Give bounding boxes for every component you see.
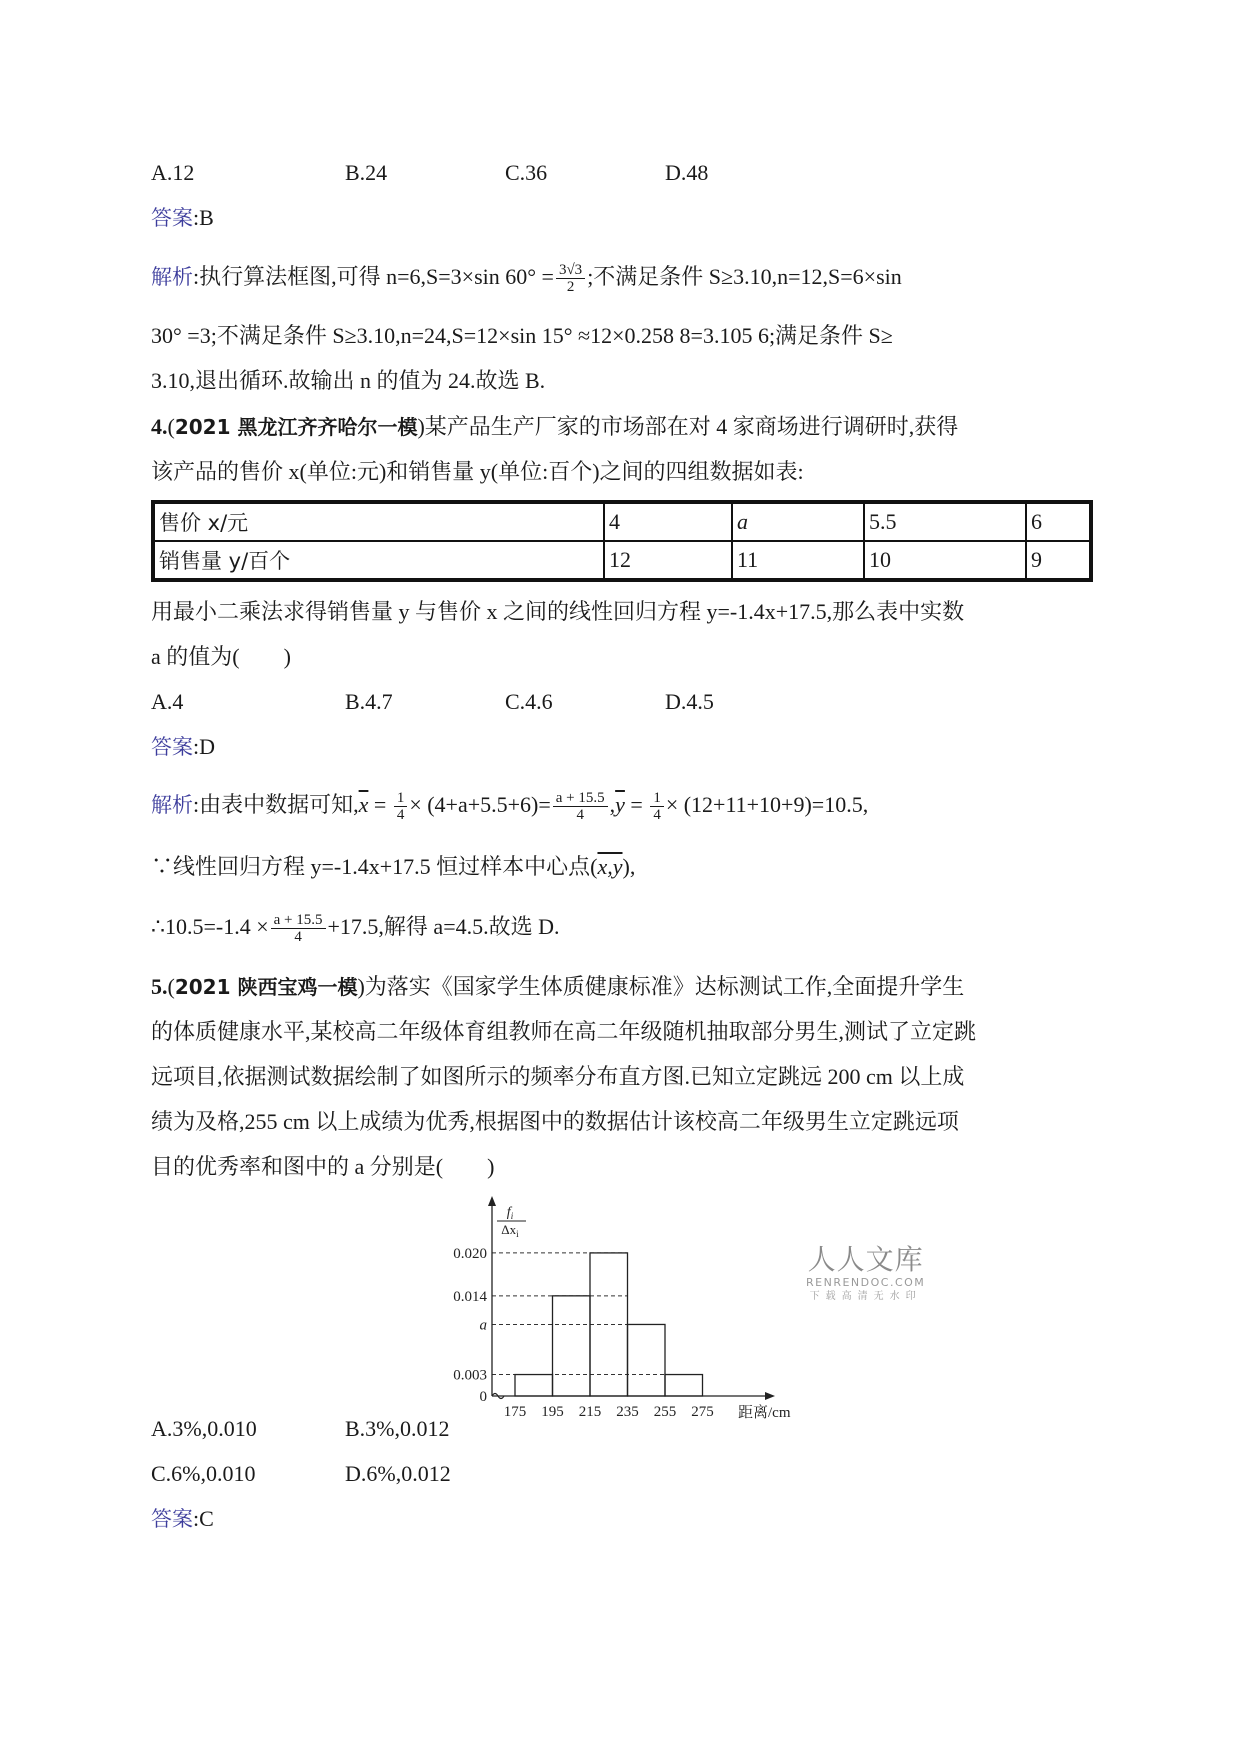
q4-option-c: C.4.6 [505,689,553,714]
q3-option-d: D.48 [665,160,709,185]
answer-value: :D [193,734,215,759]
table-cell: 5.5 [864,502,1026,541]
answer-label: 答案 [151,206,193,230]
question-number: 5. [151,974,168,999]
q4-analysis-line-3: ∴10.5=-1.4 × $\frac{a + 15.5}{4}$ +17.5,解得 a=4.5.故选 D. [151,912,560,946]
q4-analysis-line-2: ∵线性回归方程 y=-1.4x+17.5 恒过样本中心点(x,y), [151,854,636,879]
q5-answer [151,1504,214,1534]
q4-stem-line-3: 用最小二乘法求得销售量 y 与售价 x 之间的线性回归方程 y=-1.4x+17.5,那么表中实数 [151,599,965,624]
question-source: 2021 黑龙江齐齐哈尔一模 [174,415,418,439]
histogram-bar [553,1296,591,1396]
q5-option-c: C.6%,0.010 [151,1461,256,1486]
q5-option-b: B.3%,0.012 [345,1416,450,1441]
watermark-url: RENRENDOC.COM [806,1276,926,1289]
ylabel-denominator: $\Delta x_i$ [501,1222,519,1239]
analysis-text: :执行算法框图,可得 n=6,S=3×sin 60° = [193,264,554,289]
analysis-label: 解析 [151,793,193,817]
table-row [153,502,1091,541]
table-row [153,541,1091,580]
answer-value: :B [193,205,214,230]
ylabel-numerator: $f_i$ [506,1205,514,1221]
table-cell: 12 [604,541,732,580]
sample-center: x,y [597,854,623,879]
y-tick-label: 0.014 [453,1288,487,1305]
q5-stem-line-3: 远项目,依据测试数据绘制了如图所示的频率分布直方图.已知立定跳远 200 cm 以上成 [151,1064,965,1089]
y-tick-label: 0.003 [453,1367,487,1384]
table-cell: 11 [732,541,864,580]
q3-answer [151,203,214,233]
x-axis-arrow [765,1392,775,1400]
x-tick-label: 215 [578,1404,602,1420]
table-cell: 10 [864,541,1026,580]
q5-option-d: D.6%,0.012 [345,1461,451,1486]
y-tick-label: 0 [479,1389,487,1405]
fraction: $\frac{a + 15.5}{4}$ [553,790,608,823]
y-tick-label: a [479,1317,487,1334]
table-cell: 4 [604,502,732,541]
q4-option-d: D.4.5 [665,689,714,714]
q5-stem-line-1: 5.(2021 陕西宝鸡一模)为落实《国家学生体质健康标准》达标测试工作,全面提升学生 [151,974,965,999]
stem-text: 为落实《国家学生体质健康标准》达标测试工作,全面提升学生 [364,974,965,999]
row-header: 销售量 y/百个 [153,541,604,580]
histogram-bar [515,1375,553,1396]
q4-analysis-line-1: 解析:由表中数据可知$,\overline{x}$ = $\frac{1}{4}$ × (4+a+5.5+6)= $\frac{a + 15.5}{4}$ $,\overline{y}$ = $\frac{1}{4}$ × (12+11+10+9)=10.5, [151,790,869,824]
q4-option-a: A.4 [151,689,184,714]
table-cell: 6 [1026,502,1091,541]
stem-text: 某产品生产厂家的市场部在对 4 家商场进行调研时,获得 [424,414,959,439]
watermark-subtitle: 下载高清无水印 [809,1291,922,1302]
frequency-histogram [440,1190,800,1421]
answer-value: :C [193,1506,214,1531]
q3-option-b: B.24 [345,160,388,185]
table-cell: a [732,502,864,541]
fraction: $\frac{a + 15.5}{4}$ [271,912,326,945]
row-header: 售价 x/元 [153,502,604,541]
q3-option-c: C.36 [505,160,548,185]
q5-stem-line-2: 的体质健康水平,某校高二年级体育组教师在高二年级随机抽取部分男生,测试了立定跳 [151,1019,977,1044]
q4-stem-line-2: 该产品的售价 x(单位:元)和销售量 y(单位:百个)之间的四组数据如表: [151,459,804,484]
x-tick-label: 275 [691,1404,714,1420]
y-axis-arrow [488,1196,496,1206]
x-tick-label: 255 [653,1404,677,1420]
fraction: $\frac{1}{4}$ [650,790,664,823]
fraction: $\frac{3√3}{2}$ [556,262,585,295]
question-number: 4. [151,414,168,439]
answer-label: 答案 [151,735,193,759]
data-table [151,500,1093,582]
watermark [806,1244,925,1304]
y-tick-label: 0.020 [453,1245,487,1262]
question-source: 2021 陕西宝鸡一模 [174,975,358,999]
x-tick-label: 235 [616,1404,639,1420]
q5-option-a: A.3%,0.010 [151,1416,257,1441]
histogram-bar [628,1324,666,1396]
y-bar: $\overline{y}$ [615,792,625,817]
q5-stem-line-4: 绩为及格,255 cm 以上成绩为优秀,根据图中的数据估计该校高二年级男生立定跳远项 [151,1109,959,1134]
watermark-title: 人人文库 [807,1243,924,1276]
xlabel: 距离/cm [738,1405,791,1421]
q4-option-b: B.4.7 [345,689,393,714]
q3-analysis-line-3: 3.10,退出循环.故输出 n 的值为 24.故选 B. [151,368,546,393]
q5-stem-line-5: 目的优秀率和图中的 a 分别是( ) [151,1154,495,1179]
fraction: $\frac{1}{4}$ [394,790,408,823]
table-cell: 9 [1026,541,1091,580]
x-bar: $\overline{x}$ [358,792,369,817]
q3-option-a: A.12 [151,160,195,185]
x-tick-label: 175 [503,1404,527,1420]
q4-stem-line-4: a 的值为( ) [151,644,291,669]
analysis-label: 解析 [151,265,193,289]
q3-analysis-line-1 [151,262,902,295]
q4-answer [151,732,215,762]
q4-stem-line-1: 4.(2021 黑龙江齐齐哈尔一模)某产品生产厂家的市场部在对 4 家商场进行调研时,获得 [151,414,959,439]
analysis-text: ;不满足条件 S≥3.10,n=12,S=6×sin [587,264,902,289]
histogram-bar [665,1375,703,1396]
x-tick-label: 195 [541,1404,564,1420]
answer-label: 答案 [151,1507,193,1531]
q3-analysis-line-2: 30° =3;不满足条件 S≥3.10,n=24,S=12×sin 15° ≈12×0.258 8=3.105 6;满足条件 S≥ [151,323,893,348]
